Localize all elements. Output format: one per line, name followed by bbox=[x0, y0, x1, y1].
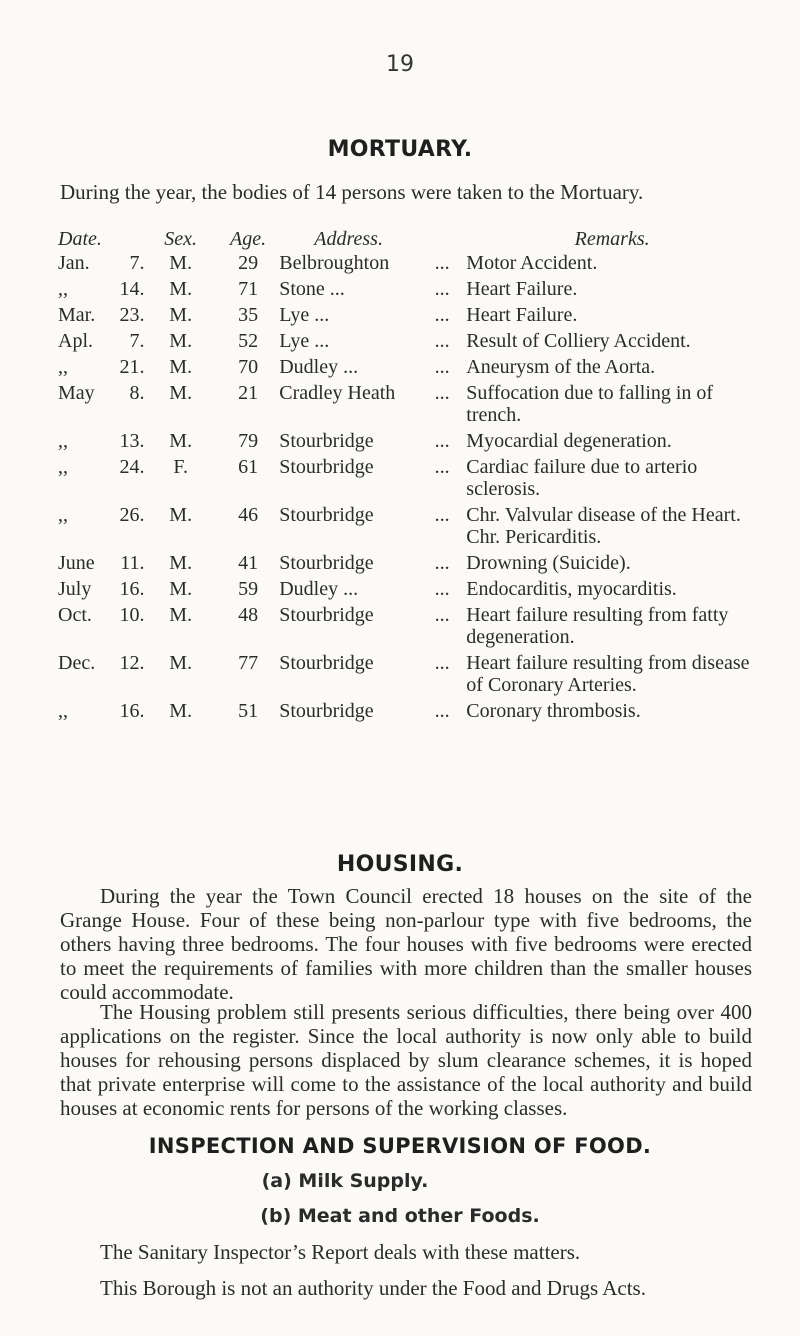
row-day: 11. bbox=[120, 552, 145, 574]
housing-paragraph-2: The Housing problem still presents serious difficulties, there being over 400 applications on the register. Since the local authority is now only able to build houses for rehousing persons displaced by slum clearance schemes, it is hoped that private enterprise will come to the assistance of the local authority and build houses at economic rents for persons of the working classes. bbox=[60, 1000, 752, 1120]
row-age: 29 bbox=[238, 252, 259, 274]
row-month: ,, bbox=[58, 356, 68, 378]
row-age: 52 bbox=[238, 330, 259, 352]
food-drugs-acts-line: This Borough is not an authority under the Food and Drugs Acts. bbox=[100, 1276, 646, 1300]
table-row bbox=[58, 304, 758, 330]
row-month: Mar. bbox=[58, 304, 96, 326]
row-age: 70 bbox=[238, 356, 259, 378]
row-address: Lye ... bbox=[279, 304, 330, 326]
row-leader-dots: ... bbox=[434, 504, 450, 526]
row-sex: M. bbox=[169, 356, 193, 378]
row-sex: M. bbox=[169, 382, 193, 404]
food-heading: INSPECTION AND SUPERVISION OF FOOD. bbox=[148, 1134, 652, 1158]
row-remarks: Aneurysm of the Aorta. bbox=[466, 356, 656, 378]
table-row bbox=[58, 382, 758, 430]
mortuary-table bbox=[58, 228, 758, 726]
table-row bbox=[58, 604, 758, 652]
row-sex: M. bbox=[169, 330, 193, 352]
sanitary-inspector-line: The Sanitary Inspector’s Report deals with these matters. bbox=[100, 1240, 581, 1264]
row-age: 59 bbox=[238, 578, 259, 600]
row-address: Stourbridge bbox=[279, 604, 374, 626]
row-address: Stourbridge bbox=[279, 552, 374, 574]
row-remarks: Drowning (Suicide). bbox=[466, 552, 631, 574]
row-day: 26. bbox=[119, 504, 145, 526]
table-row bbox=[58, 552, 758, 578]
row-day: 8. bbox=[129, 382, 145, 404]
row-address: Dudley ... bbox=[279, 578, 359, 600]
row-day: 12. bbox=[119, 652, 145, 674]
row-address: Dudley ... bbox=[279, 356, 359, 378]
row-remarks: Result of Colliery Accident. bbox=[466, 330, 691, 352]
row-address: Stourbridge bbox=[279, 652, 374, 674]
row-address: Lye ... bbox=[279, 330, 330, 352]
row-age: 77 bbox=[238, 652, 259, 674]
housing-heading: HOUSING. bbox=[336, 852, 464, 877]
mortuary-intro: During the year, the bodies of 14 persons were taken to the Mortuary. bbox=[60, 180, 644, 204]
row-remarks: Heart Failure. bbox=[466, 278, 578, 300]
row-address: Stone ... bbox=[279, 278, 345, 300]
row-month: Jan. bbox=[58, 252, 90, 274]
row-leader-dots: ... bbox=[434, 382, 450, 404]
row-month: June bbox=[58, 552, 95, 574]
row-month: Dec. bbox=[58, 652, 96, 674]
row-day: 24. bbox=[119, 456, 145, 478]
row-remarks: Cardiac failure due to arterio sclerosis. bbox=[466, 456, 698, 500]
table-row bbox=[58, 278, 758, 304]
row-remarks: Chr. Valvular disease of the Heart. Chr. Pericarditis. bbox=[466, 504, 741, 548]
row-remarks: Heart failure resulting from disease of Coronary Arteries. bbox=[466, 652, 750, 696]
row-leader-dots: ... bbox=[434, 430, 450, 452]
row-leader-dots: ... bbox=[434, 700, 450, 722]
row-age: 46 bbox=[238, 504, 259, 526]
row-day: 13. bbox=[119, 430, 145, 452]
row-leader-dots: ... bbox=[434, 552, 450, 574]
row-leader-dots: ... bbox=[434, 652, 450, 674]
row-age: 35 bbox=[238, 304, 259, 326]
row-address: Stourbridge bbox=[279, 456, 374, 478]
row-address: Stourbridge bbox=[279, 700, 374, 722]
row-sex: M. bbox=[169, 578, 193, 600]
row-day: 14. bbox=[119, 278, 145, 300]
row-address: Stourbridge bbox=[279, 430, 374, 452]
column-age: Age. bbox=[230, 228, 267, 250]
row-remarks: Heart failure resulting from fatty degeneration. bbox=[466, 604, 729, 648]
row-month: Apl. bbox=[58, 330, 93, 352]
row-leader-dots: ... bbox=[434, 278, 450, 300]
mortuary-table-body bbox=[58, 252, 758, 726]
column-remarks: Remarks. bbox=[574, 228, 650, 250]
page-number: 19 bbox=[386, 52, 414, 77]
row-month: ,, bbox=[58, 430, 68, 452]
row-day: 21. bbox=[119, 356, 145, 378]
row-day: 7. bbox=[129, 330, 145, 352]
row-leader-dots: ... bbox=[434, 330, 450, 352]
row-month: Oct. bbox=[58, 604, 92, 626]
row-leader-dots: ... bbox=[434, 456, 450, 478]
table-row bbox=[58, 252, 758, 278]
row-day: 16. bbox=[119, 578, 145, 600]
table-row bbox=[58, 356, 758, 382]
row-sex: M. bbox=[169, 604, 193, 626]
table-row bbox=[58, 430, 758, 456]
mortuary-table-header bbox=[58, 228, 758, 252]
row-remarks: Coronary thrombosis. bbox=[466, 700, 641, 722]
row-month: ,, bbox=[58, 700, 68, 722]
table-row bbox=[58, 652, 758, 700]
row-sex: M. bbox=[169, 278, 193, 300]
housing-paragraph-1: During the year the Town Council erected 18 houses on the site of the Grange House. Four of these being non-parlour type with five bedrooms, the others having three bedrooms. The four houses with five bedrooms were erected to meet the requirements of families with more children than the smaller houses could accommodate. bbox=[60, 884, 752, 1004]
row-day: 16. bbox=[119, 700, 145, 722]
row-age: 41 bbox=[238, 552, 259, 574]
row-sex: M. bbox=[169, 700, 193, 722]
row-leader-dots: ... bbox=[434, 252, 450, 274]
row-leader-dots: ... bbox=[434, 356, 450, 378]
row-month: July bbox=[58, 578, 92, 600]
row-month: ,, bbox=[58, 456, 68, 478]
row-month: ,, bbox=[58, 278, 68, 300]
column-address: Address. bbox=[314, 228, 383, 250]
row-remarks: Suffocation due to falling in of trench. bbox=[466, 382, 714, 426]
row-day: 10. bbox=[119, 604, 145, 626]
meat-foods-subheading: (b) Meat and other Foods. bbox=[260, 1205, 540, 1227]
row-sex: M. bbox=[169, 304, 193, 326]
row-sex: M. bbox=[169, 652, 193, 674]
row-leader-dots: ... bbox=[434, 604, 450, 626]
row-day: 23. bbox=[119, 304, 145, 326]
row-month: May bbox=[58, 382, 95, 404]
row-leader-dots: ... bbox=[434, 304, 450, 326]
table-row bbox=[58, 700, 758, 726]
column-sex: Sex. bbox=[164, 228, 198, 250]
row-leader-dots: ... bbox=[434, 578, 450, 600]
row-sex: M. bbox=[169, 430, 193, 452]
row-remarks: Endocarditis, myocarditis. bbox=[466, 578, 677, 600]
row-age: 79 bbox=[238, 430, 259, 452]
row-month: ,, bbox=[58, 504, 68, 526]
row-remarks: Motor Accident. bbox=[466, 252, 598, 274]
row-remarks: Heart Failure. bbox=[466, 304, 578, 326]
row-sex: M. bbox=[169, 504, 193, 526]
row-day: 7. bbox=[129, 252, 145, 274]
row-sex: M. bbox=[169, 552, 193, 574]
row-age: 71 bbox=[238, 278, 259, 300]
table-row bbox=[58, 578, 758, 604]
row-age: 21 bbox=[238, 382, 259, 404]
row-address: Belbroughton bbox=[279, 252, 390, 274]
row-age: 48 bbox=[238, 604, 259, 626]
row-sex: M. bbox=[169, 252, 193, 274]
table-row bbox=[58, 504, 758, 552]
milk-supply-subheading: (a) Milk Supply. bbox=[261, 1170, 429, 1192]
row-address: Cradley Heath bbox=[279, 382, 396, 404]
table-row bbox=[58, 330, 758, 356]
row-address: Stourbridge bbox=[279, 504, 374, 526]
column-date: Date. bbox=[58, 228, 102, 250]
row-sex: F. bbox=[173, 456, 188, 478]
table-row bbox=[58, 456, 758, 504]
row-age: 51 bbox=[238, 700, 259, 722]
row-remarks: Myocardial degeneration. bbox=[466, 430, 672, 452]
row-age: 61 bbox=[238, 456, 259, 478]
mortuary-heading: MORTUARY. bbox=[327, 137, 473, 162]
